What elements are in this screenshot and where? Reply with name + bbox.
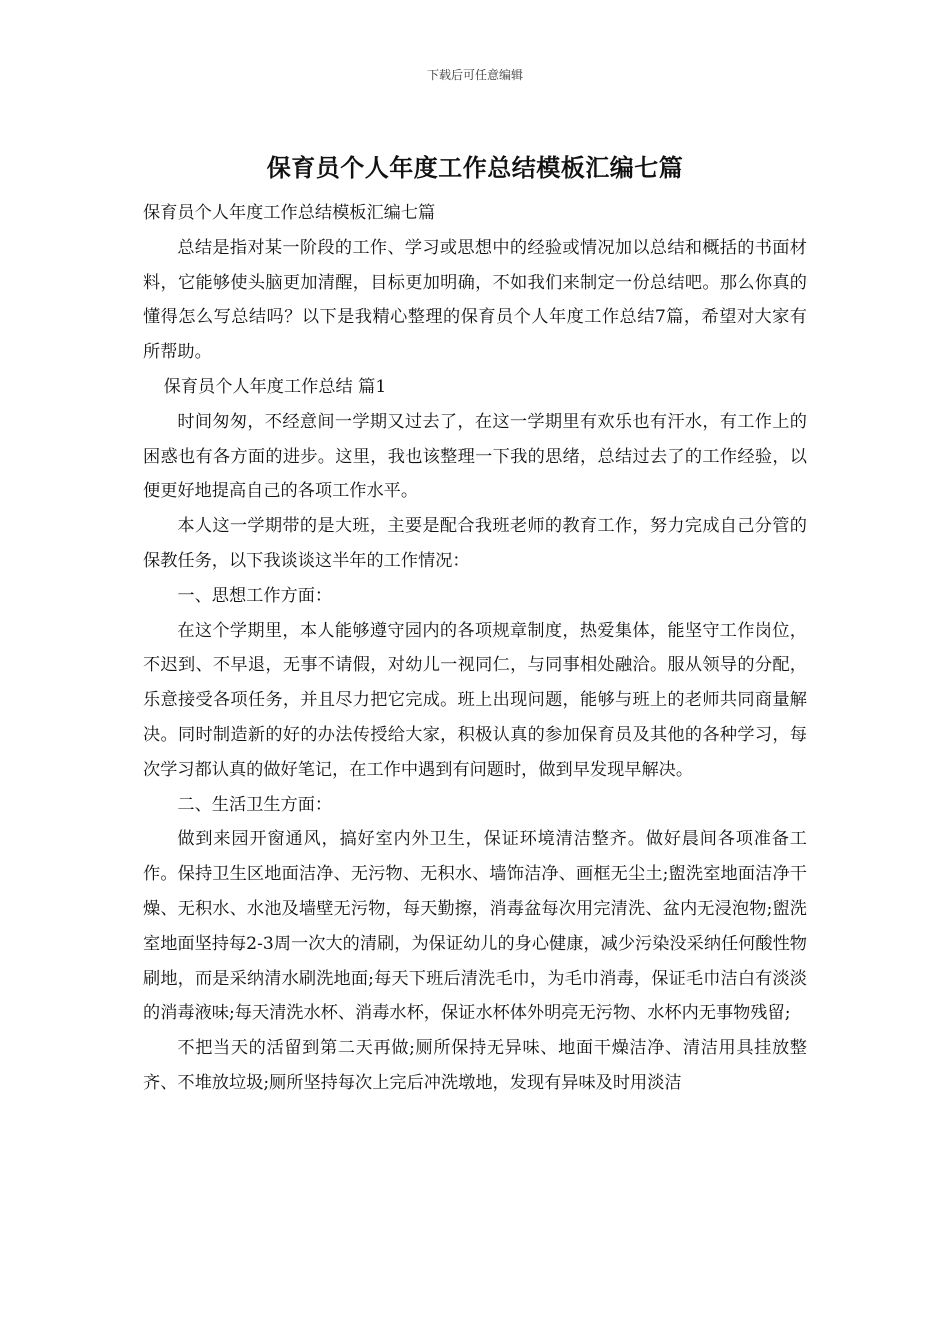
intro-paragraph: 总结是指对某一阶段的工作、学习或思想中的经验或情况加以总结和概括的书面材料，它能够使头脑更加清醒，目标更加明确，不如我们来制定一份总结吧。那么你真的懂得怎么写总结吗？以下是我精心整理的保育员个人年度工作总结7篇，希望对大家有所帮助。 [143, 237, 807, 363]
subsection-heading: 一、思想工作方面： [177, 585, 333, 606]
subtitle-paragraph: 保育员个人年度工作总结模板汇编七篇 [143, 203, 436, 223]
body-paragraph: 在这个学期里，本人能够遵守园内的各项规章制度，热爱集体，能坚守工作岗位，不迟到、不早退，无事不请假，对幼儿一视同仁，与同事相处融洽。服从领导的分配，乐意接受各项任务，并且尽力把它完成。班上出现问题，能够与班上的老师共同商量解决。同时制造新的好的办法传授给大家，积极认真的参加保育员及其他的各种学习，每次学习都认真的做好笔记，在工作中遇到有问题时，做到早发现早解决。 [143, 620, 807, 780]
document-title: 保育员个人年度工作总结模板汇编七篇 [266, 153, 684, 182]
body-paragraph: 本人这一学期带的是大班，主要是配合我班老师的教育工作，努力完成自己分管的保教任务，以下我谈谈这半年的工作情况： [143, 516, 807, 571]
document-body [143, 196, 807, 1101]
body-paragraph: 做到来园开窗通风，搞好室内外卫生，保证环境清洁整齐。做好晨间各项准备工作。保持卫生区地面洁净、无污物、无积水、墙饰洁净、画框无尘土;盥洗室地面洁净干燥、无积水、水池及墙壁无污物，每天勤擦，消毒盆每次用完清洗、盆内无浸泡物;盥洗室地面坚持每2-3周一次大的清刷，为保证幼儿的身心健康，减少污染没采纳任何酸性物刷地，而是采纳清水刷洗地面;每天下班后清洗毛巾，为毛巾消毒，保证毛巾洁白有淡淡的消毒液味;每天清洗水杯、消毒水杯，保证水杯体外明亮无污物、水杯内无事物残留; [143, 829, 807, 1024]
body-paragraph: 时间匆匆，不经意间一学期又过去了，在这一学期里有欢乐也有汗水，有工作上的困惑也有各方面的进步。这里，我也该整理一下我的思绪，总结过去了的工作经验，以便更好地提高自己的各项工作水平。 [143, 411, 807, 502]
header-note: 下载后可任意编辑 [426, 68, 523, 82]
body-paragraph: 不把当天的活留到第二天再做;厕所保持无异味、地面干燥洁净、清洁用具挂放整齐、不堆放垃圾;厕所坚持每次上完后冲洗墩地，发现有异味及时用淡洁 [143, 1038, 807, 1093]
subsection-heading: 二、生活卫生方面： [177, 794, 333, 815]
section-heading: 保育员个人年度工作总结 篇1 [163, 376, 387, 397]
